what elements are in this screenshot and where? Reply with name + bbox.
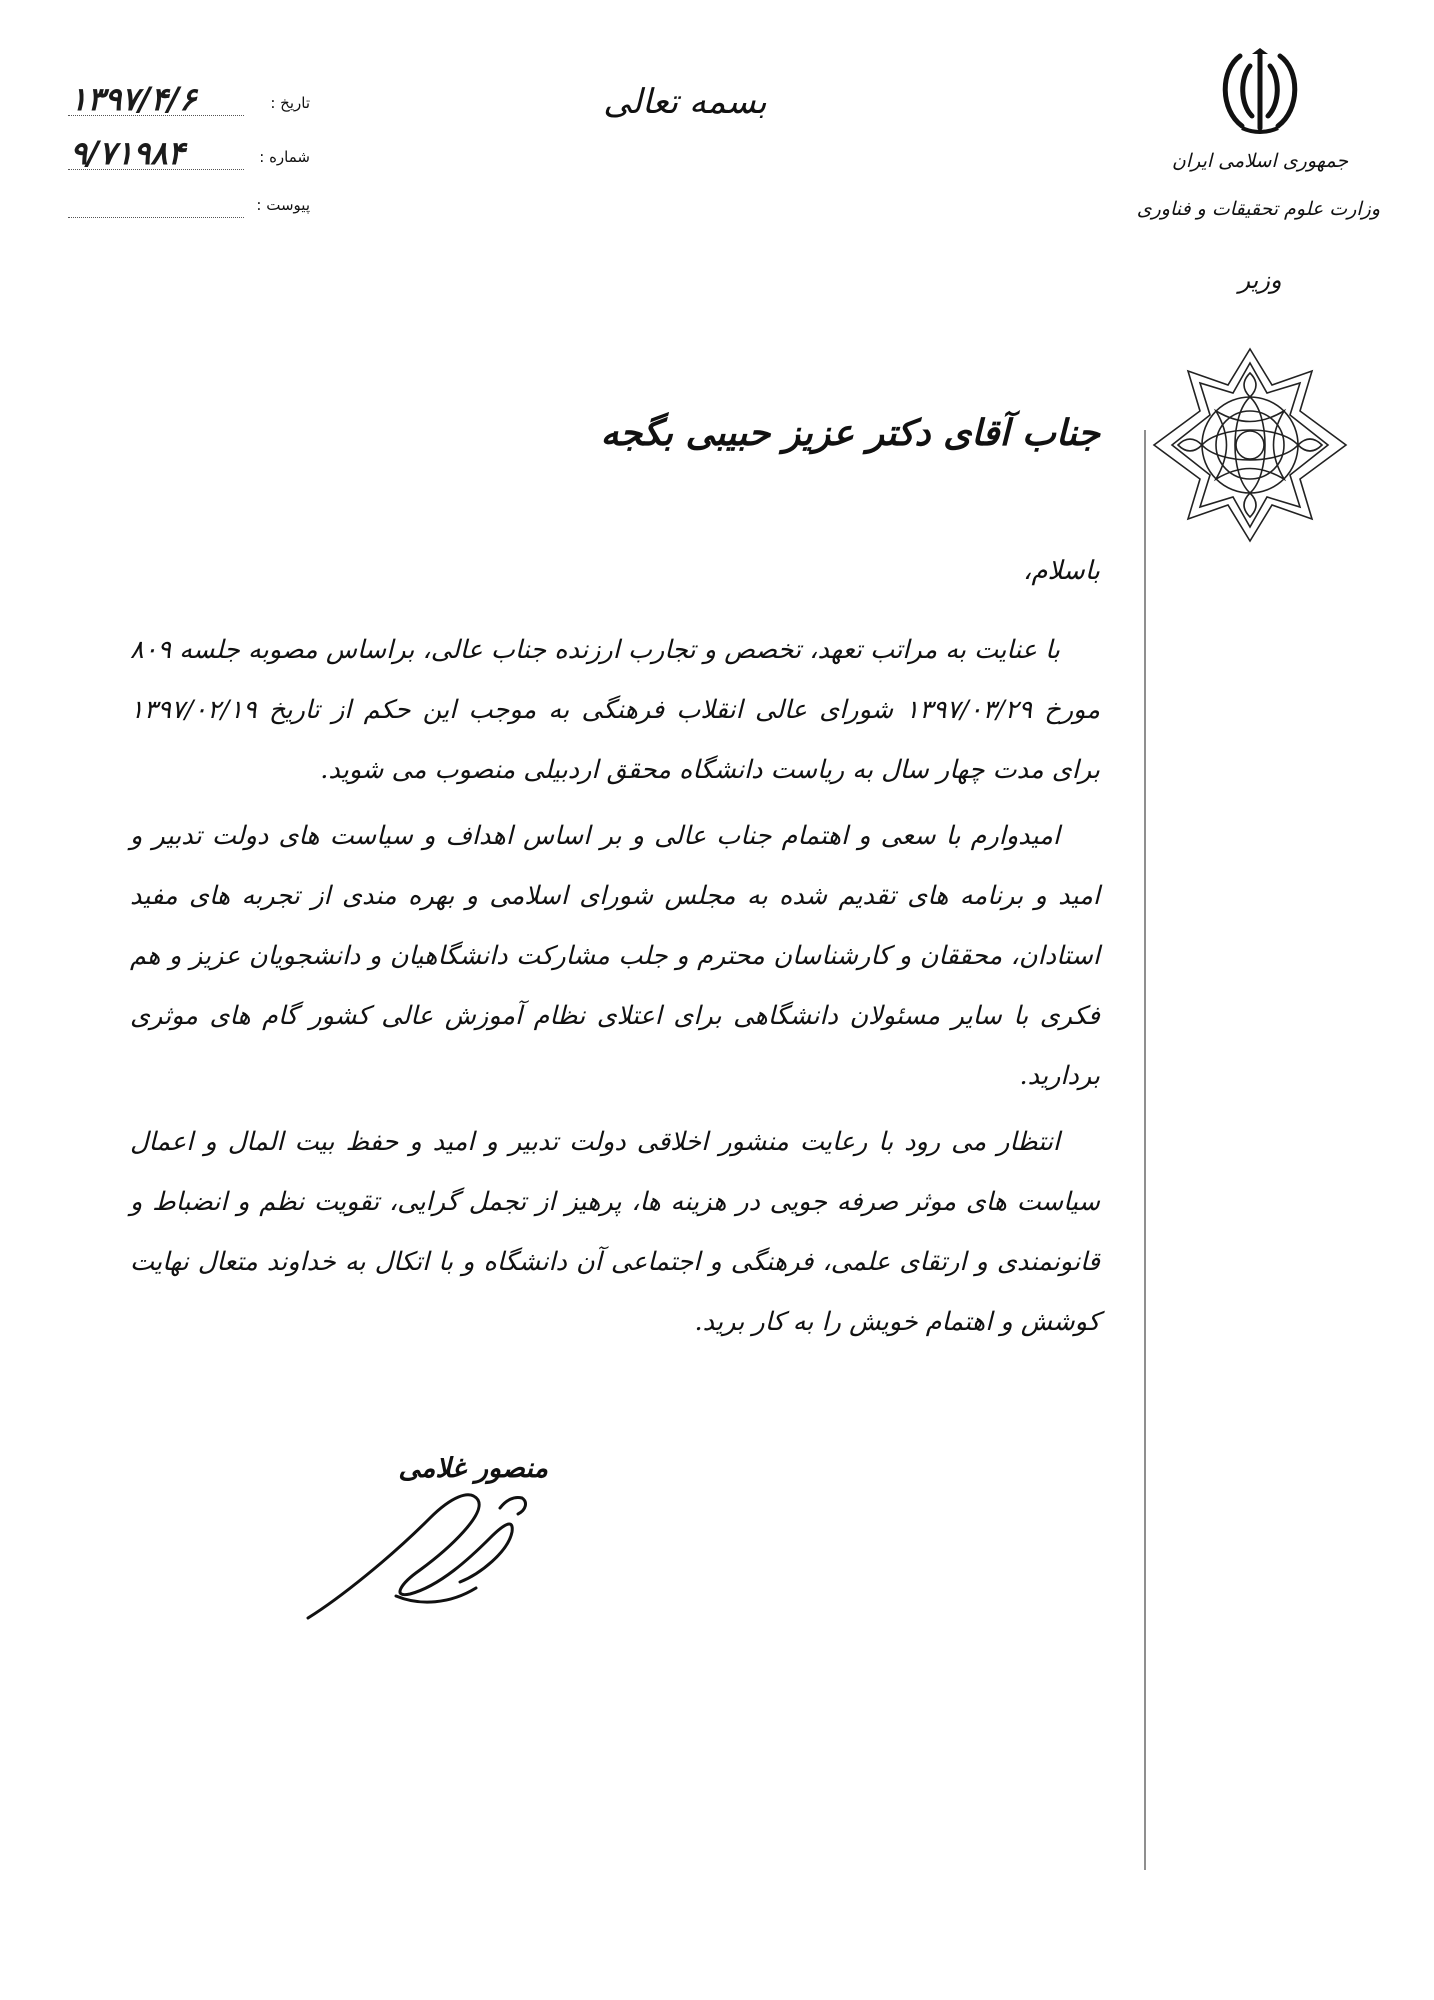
margin-rule: [1144, 430, 1146, 1870]
body-paragraph: امیدوارم با سعی و اهتمام جناب عالی و بر اساس اهداف و سیاست های دولت تدبیر و امید و برنامه های تقدیم شده به مجلس شورای اسلامی و بهره مندی از تجربه های مفید استادان، محققان و کارشناسان محترم و جلب مشارکت دانشگاهیان و دانشجویان عزیز و هم فکری با سایر مسئولان دانشگاهی برای اعتلای نظام آموزش عالی کشور گام های موثری بردارید.: [130, 821, 1100, 1091]
body-paragraph: انتظار می رود با رعایت منشور اخلاقی دولت تدبیر و امید و حفظ بیت المال و اعمال سیاست های موثر صرفه جویی در هزینه ها، پرهیز از تجمل گرایی، تقویت نظم و انضباط و قانونمندی و ارتقای علمی، فرهنگی و اجتماعی آن دانشگاه و با اتکال به خداوند متعال نهایت کوشش و اهتمام خویش را به کار برید.: [130, 1127, 1100, 1337]
number-label: شماره :: [259, 148, 310, 166]
recipient-line: جناب آقای دکتر عزیز حبیبی بگجه: [600, 412, 1100, 454]
letter-body: [130, 620, 1100, 1352]
ministry-name: وزارت علوم تحقیقات و فناوری: [1136, 198, 1380, 220]
signer-name: منصور غلامی: [398, 1453, 548, 1484]
iran-emblem-icon: [1212, 48, 1308, 136]
number-value: ۹/۷۱۹۸۴: [70, 134, 185, 172]
handwritten-signature-icon: [300, 1478, 540, 1628]
date-label: تاریخ :: [270, 94, 310, 112]
attachment-row: [60, 186, 310, 226]
republic-name: جمهوری اسلامی ایران: [1171, 150, 1349, 172]
date-value: ۱۳۹۷/۴/۶: [70, 80, 197, 118]
date-row: [60, 80, 310, 124]
arabesque-ornament-icon: [1150, 345, 1350, 545]
number-row: [60, 134, 310, 178]
bismillah-heading: بسمه تعالی: [603, 82, 767, 122]
attachment-label: پیوست :: [256, 196, 310, 214]
sender-role: وزیر: [1238, 266, 1282, 294]
body-paragraph: با عنایت به مراتب تعهد، تخصص و تجارب ارزنده جناب عالی، براساس مصوبه جلسه ۸۰۹ مورخ ۱۳۹۷/۰۳/۲۹ شورای عالی انقلاب فرهنگی به موجب این حکم از تاریخ ۱۳۹۷/۰۲/۱۹ برای مدت چهار سال به ریاست دانشگاه محقق اردبیلی منصوب می شوید.: [130, 635, 1100, 785]
attachment-dotted-line: [68, 217, 244, 218]
salutation: باسلام،: [1023, 556, 1100, 586]
